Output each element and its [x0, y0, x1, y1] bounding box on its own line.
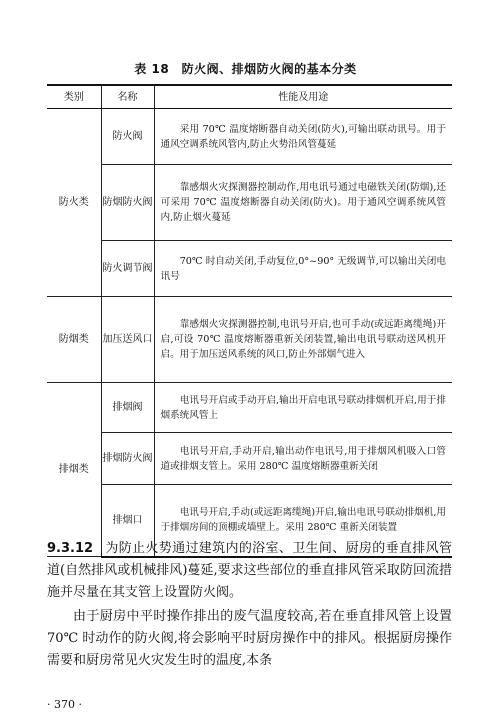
name-cell: 防烟防火阀 — [101, 165, 154, 241]
table-row — [47, 165, 452, 241]
description-cell: 电讯号开启,手动开启,输出动作电讯号,用于排烟风机吸入口管道或排烟支管上。采用 280℃ 温度熔断器重新关闭 — [154, 433, 452, 485]
category-cell: 防烟类 — [47, 297, 101, 383]
table-row — [47, 383, 452, 433]
clause-text: 为防止火势通过建筑内的浴室、卫生间、厨房的垂直排风管道(自然排风或机械排风)蔓延,要求这些部位的垂直排风管采取防回流措施并尽量在其支管上设置防火阀。 — [47, 541, 452, 600]
name-cell: 排烟防火阀 — [101, 433, 154, 485]
table-row — [47, 297, 452, 383]
header-category: 类别 — [47, 85, 101, 109]
name-cell: 加压送风口 — [101, 297, 154, 383]
page-number: · 370 · — [47, 698, 82, 711]
name-cell: 防火阀 — [101, 109, 154, 165]
category-cell: 排烟类 — [47, 383, 101, 557]
clause-number: 9.3.12 — [47, 541, 94, 556]
description-cell: 电讯号开启或手动开启,输出开启电讯号联动排烟机开启,用于排烟系统风管上 — [154, 383, 452, 433]
name-cell: 防火调节阀 — [101, 241, 154, 297]
category-cell: 防火类 — [47, 109, 101, 297]
table-row — [47, 241, 452, 297]
description-cell: 靠感烟火灾探测器控制动作,用电讯号通过电磁铁关闭(防烟),还可采用 70℃ 温度熔断器自动关闭(防火)。用于通风空调系统风管内,防止烟火蔓延 — [154, 165, 452, 241]
classification-table — [47, 84, 452, 558]
description-cell: 靠感烟火灾探测器控制,电讯号开启,也可手动(或远距离缆绳)开启,可设 70℃ 温度熔断器重新关闭装置,输出电讯号联动送风机开启。用于加压送风系统的风口,防止外部烟气进入 — [154, 297, 452, 383]
table-row — [47, 433, 452, 485]
description-cell: 采用 70℃ 温度熔断器自动关闭(防火),可输出联动讯号。用于通风空调系统风管内,防止火势沿风管蔓延 — [154, 109, 452, 165]
header-description: 性能及用途 — [154, 85, 452, 109]
header-name: 名称 — [101, 85, 154, 109]
description-cell: 70℃ 时自动关闭,手动复位,0°~90° 无级调节,可以输出关闭电讯号 — [154, 241, 452, 297]
clause-9-3-12 — [47, 538, 452, 604]
explanation-paragraph: 由于厨房中平时操作排出的废气温度较高,若在垂直排风管上设置 70℃ 时动作的防火阀,将会影响平时厨房操作中的排风。根据厨房操作需要和厨房常见火灾发生时的温度,本条 — [47, 609, 452, 668]
description-cell: 电讯号开启,手动(或远距离缆绳)开启,输出电讯号联动排烟机,用于排烟房间的顶棚或墙壁上。采用 280℃ 重新关闭装置 — [154, 485, 452, 557]
table-header-row — [47, 85, 452, 109]
table-row — [47, 109, 452, 165]
name-cell: 排烟口 — [101, 485, 154, 557]
name-cell: 排烟阀 — [101, 383, 154, 433]
table-caption: 表 18 防火阀、排烟防火阀的基本分类 — [134, 62, 357, 76]
